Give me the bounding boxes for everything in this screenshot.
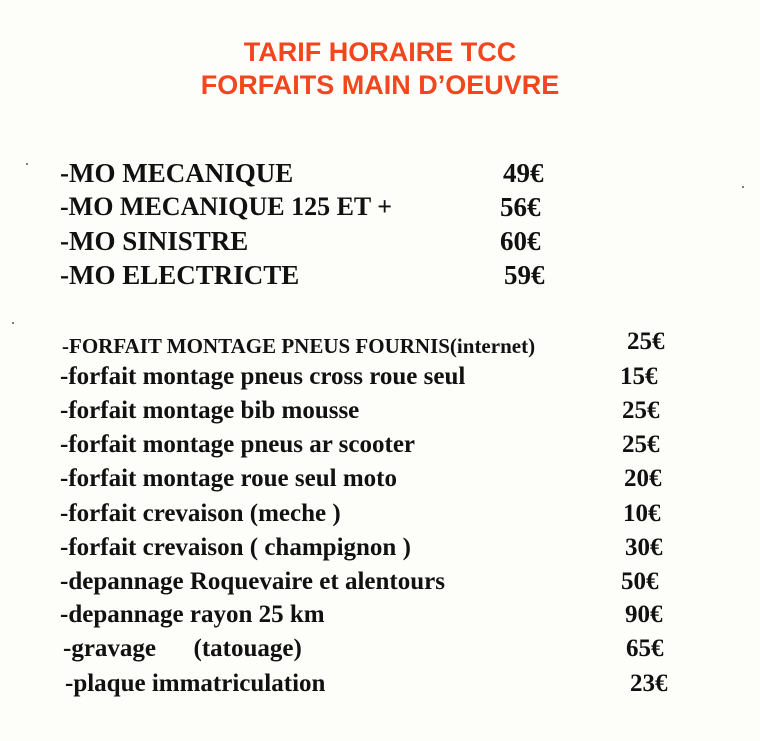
service-price: 90€ — [625, 601, 663, 628]
service-price: 60€ — [500, 226, 541, 256]
service-price: 56€ — [500, 192, 541, 222]
service-label: -forfait montage pneus cross roue seul — [60, 363, 466, 390]
service-price: 10€ — [623, 500, 661, 527]
service-label: -forfait crevaison (meche ) — [60, 500, 341, 527]
service-label: -forfait montage pneus ar scooter — [60, 431, 416, 458]
service-label: -forfait crevaison ( champignon ) — [60, 534, 411, 561]
service-label: -MO MECANIQUE 125 ET + — [60, 192, 393, 221]
service-label: -MO MECANIQUE — [60, 158, 294, 188]
service-label: -gravage (tatouage) — [63, 635, 302, 662]
service-price: 15€ — [620, 363, 658, 390]
service-price: 25€ — [627, 328, 665, 355]
title-line-1: TARIF HORAIRE TCC — [243, 37, 517, 67]
service-label: -FORFAIT MONTAGE PNEUS FOURNIS(internet) — [62, 334, 536, 358]
service-price: 20€ — [624, 465, 662, 492]
service-price: 50€ — [621, 568, 659, 595]
service-price: 65€ — [626, 635, 664, 662]
service-label: -MO SINISTRE — [60, 226, 249, 256]
paper-speck — [26, 163, 28, 165]
service-price: 23€ — [630, 670, 668, 697]
service-label: -forfait montage bib mousse — [60, 397, 360, 424]
service-label: -depannage rayon 25 km — [60, 601, 325, 628]
service-price: 59€ — [504, 260, 545, 290]
service-price: 25€ — [622, 397, 660, 424]
service-label: -plaque immatriculation — [65, 670, 326, 697]
service-label: -depannage Roquevaire et alentours — [60, 568, 445, 595]
service-price: 30€ — [625, 534, 663, 561]
paper-speck — [742, 186, 744, 188]
document-title — [0, 36, 760, 102]
service-price: 49€ — [503, 158, 544, 188]
service-label: -MO ELECTRICTE — [60, 260, 300, 290]
service-price: 25€ — [622, 431, 660, 458]
title-line-2: FORFAITS MAIN D’OEUVRE — [200, 70, 560, 100]
service-label: -forfait montage roue seul moto — [60, 465, 397, 492]
paper-speck — [12, 322, 14, 324]
